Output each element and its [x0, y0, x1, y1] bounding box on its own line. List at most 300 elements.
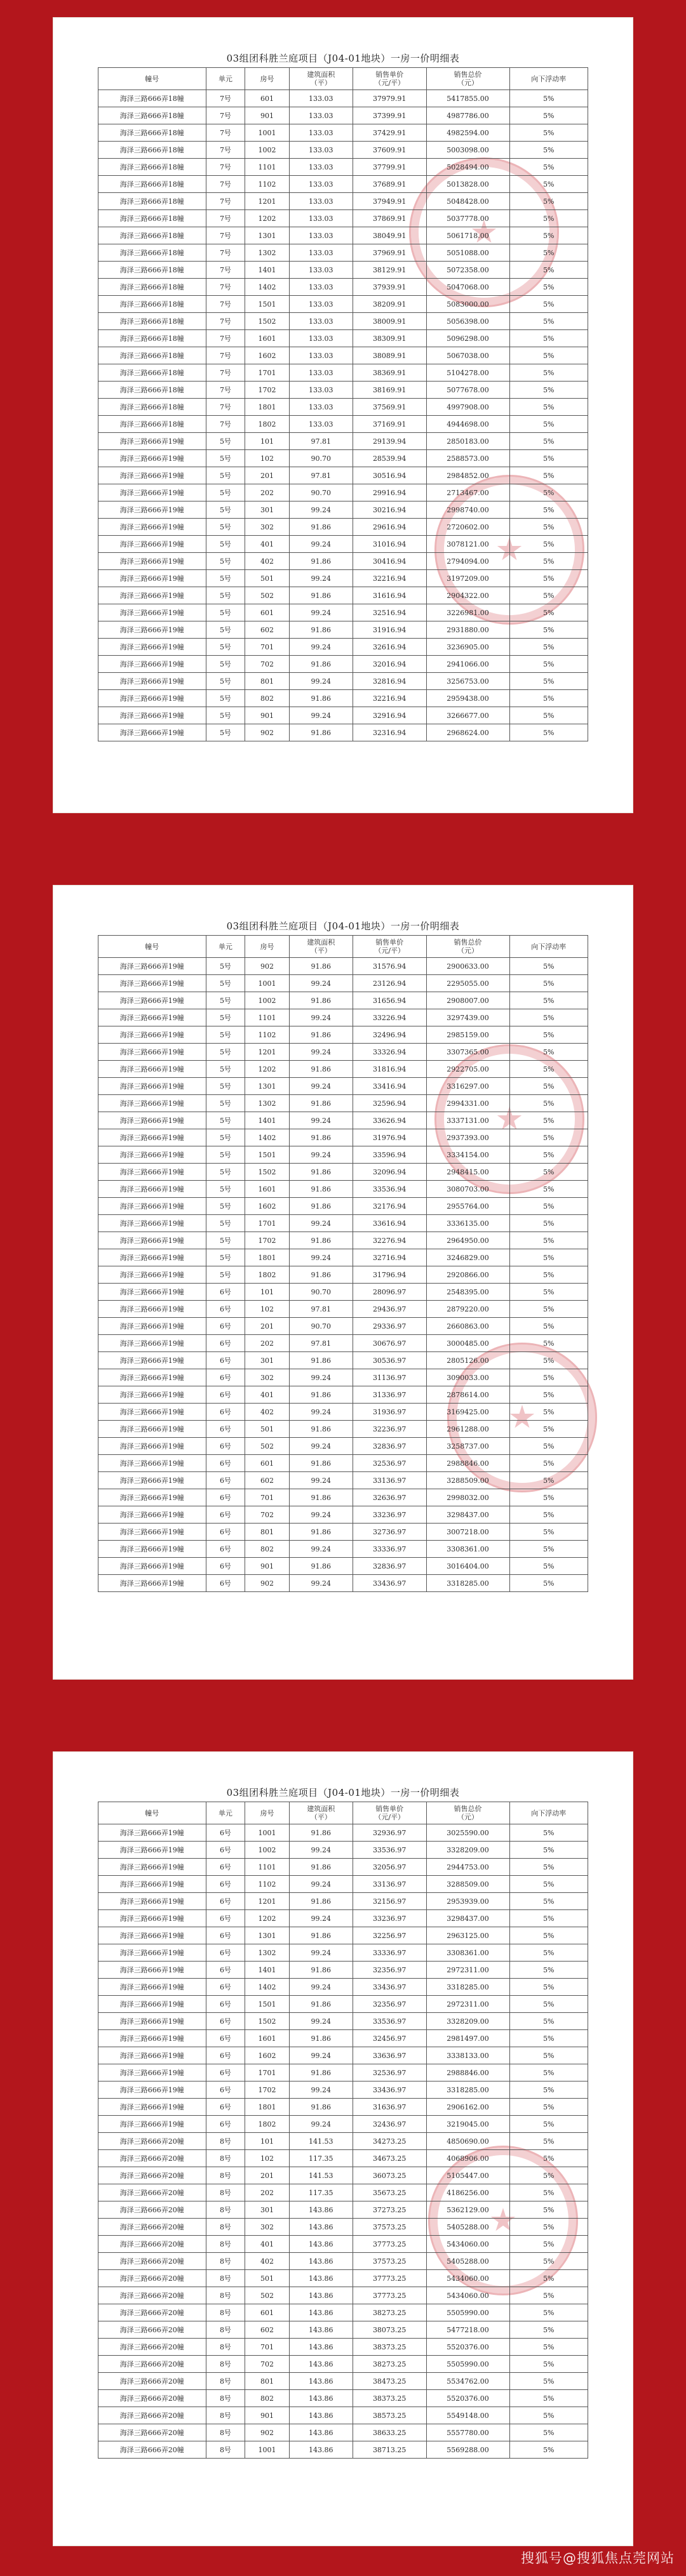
table-cell: 海泽三路666弄19幢 [98, 1061, 206, 1078]
table-row [98, 1893, 588, 1910]
table-cell: 31616.94 [353, 587, 426, 604]
table-row [98, 467, 588, 484]
table-cell: 5520376.00 [426, 2339, 509, 2356]
table-cell: 31576.94 [353, 958, 426, 975]
table-cell: 5% [509, 1541, 588, 1558]
table-cell: 133.03 [289, 159, 353, 176]
table-cell: 海泽三路666弄19幢 [98, 519, 206, 536]
table-cell: 702 [245, 1506, 289, 1524]
table-cell: 37399.91 [353, 107, 426, 124]
table-cell: 37979.91 [353, 90, 426, 107]
table-row [98, 1575, 588, 1592]
table-cell: 30216.94 [353, 501, 426, 519]
table-cell: 101 [245, 2133, 289, 2150]
table-cell: 33136.97 [353, 1472, 426, 1489]
table-cell: 6号 [206, 1352, 245, 1369]
table-cell: 1402 [245, 279, 289, 296]
table-cell: 2944753.00 [426, 1859, 509, 1876]
table-cell: 301 [245, 501, 289, 519]
table-cell: 3219045.00 [426, 2116, 509, 2133]
table-cell: 33226.94 [353, 1009, 426, 1026]
table-cell: 601 [245, 604, 289, 621]
table-row [98, 1215, 588, 1232]
table-cell: 7号 [206, 176, 245, 193]
table-cell: 海泽三路666弄19幢 [98, 639, 206, 656]
table-cell: 38473.25 [353, 2373, 426, 2390]
table-row [98, 142, 588, 159]
table-cell: 海泽三路666弄19幢 [98, 570, 206, 587]
table-cell: 99.24 [289, 2047, 353, 2064]
table-cell: 8号 [206, 2219, 245, 2236]
table-cell: 5% [509, 1386, 588, 1404]
table-cell: 91.86 [289, 1524, 353, 1541]
table-cell: 201 [245, 2167, 289, 2184]
table-cell: 海泽三路666弄19幢 [98, 1112, 206, 1129]
table-cell: 5% [509, 262, 588, 279]
table-cell: 5% [509, 570, 588, 587]
table-cell: 海泽三路666弄19幢 [98, 1198, 206, 1215]
table-row [98, 1910, 588, 1927]
table-cell: 33536.97 [353, 2013, 426, 2030]
table-cell: 1501 [245, 1146, 289, 1164]
table-cell: 8号 [206, 2441, 245, 2459]
table-cell: 海泽三路666弄19幢 [98, 1575, 206, 1592]
table-row [98, 570, 588, 587]
table-cell: 143.86 [289, 2356, 353, 2373]
table-cell: 31636.97 [353, 2099, 426, 2116]
table-cell: 海泽三路666弄19幢 [98, 1026, 206, 1044]
table-cell: 5104278.00 [426, 364, 509, 382]
table-cell: 91.86 [289, 1893, 353, 1910]
table-cell: 1101 [245, 159, 289, 176]
table-cell: 37949.91 [353, 193, 426, 210]
table-row [98, 1266, 588, 1284]
table-cell: 91.86 [289, 1181, 353, 1198]
table-cell: 32096.94 [353, 1164, 426, 1181]
table-row [98, 501, 588, 519]
table-cell: 海泽三路666弄19幢 [98, 1541, 206, 1558]
table-cell: 4850690.00 [426, 2133, 509, 2150]
column-header: 向下浮动率 [509, 68, 588, 90]
table-cell: 8号 [206, 2287, 245, 2304]
table-row [98, 313, 588, 330]
table-cell: 36073.25 [353, 2167, 426, 2184]
table-cell: 海泽三路666弄19幢 [98, 1318, 206, 1335]
table-cell: 7号 [206, 193, 245, 210]
table-cell: 5号 [206, 1266, 245, 1284]
table-row [98, 1438, 588, 1455]
table-cell: 2981497.00 [426, 2030, 509, 2047]
table-cell: 133.03 [289, 90, 353, 107]
table-cell: 502 [245, 2287, 289, 2304]
table-cell: 3318285.00 [426, 2081, 509, 2099]
table-cell: 6号 [206, 1842, 245, 1859]
table-row [98, 536, 588, 553]
table-cell: 1101 [245, 1859, 289, 1876]
table-row [98, 2424, 588, 2441]
table-cell: 7号 [206, 159, 245, 176]
table-cell: 5% [509, 1249, 588, 1266]
table-cell: 1301 [245, 1927, 289, 1944]
table-cell: 8号 [206, 2390, 245, 2407]
table-cell: 5号 [206, 1232, 245, 1249]
table-cell: 5% [509, 1369, 588, 1386]
table-cell: 32316.94 [353, 724, 426, 741]
table-cell: 801 [245, 1524, 289, 1541]
table-cell: 7号 [206, 313, 245, 330]
table-cell: 海泽三路666弄19幢 [98, 621, 206, 639]
table-cell: 33436.97 [353, 1575, 426, 1592]
table-cell: 1401 [245, 1962, 289, 1979]
table-cell: 1601 [245, 1181, 289, 1198]
table-cell: 5号 [206, 1164, 245, 1181]
table-cell: 2994331.00 [426, 1095, 509, 1112]
table-row [98, 2219, 588, 2236]
table-cell: 5号 [206, 570, 245, 587]
table-cell: 2906162.00 [426, 2099, 509, 2116]
table-header-row [98, 1802, 588, 1824]
table-cell: 99.24 [289, 1910, 353, 1927]
table-cell: 32156.97 [353, 1893, 426, 1910]
table-cell: 2985159.00 [426, 1026, 509, 1044]
table-row [98, 1095, 588, 1112]
table-cell: 4982594.00 [426, 124, 509, 142]
table-cell: 91.86 [289, 1859, 353, 1876]
table-cell: 1801 [245, 1249, 289, 1266]
table-cell: 91.86 [289, 587, 353, 604]
table-cell: 28539.94 [353, 450, 426, 467]
table-cell: 5% [509, 2270, 588, 2287]
table-cell: 海泽三路666弄18幢 [98, 159, 206, 176]
table-cell: 海泽三路666弄19幢 [98, 450, 206, 467]
table-cell: 6号 [206, 2030, 245, 2047]
table-cell: 海泽三路666弄19幢 [98, 1927, 206, 1944]
table-cell: 海泽三路666弄18幢 [98, 296, 206, 313]
table-cell: 5% [509, 656, 588, 673]
table-cell: 3298437.00 [426, 1910, 509, 1927]
table-cell: 海泽三路666弄19幢 [98, 1524, 206, 1541]
table-row [98, 176, 588, 193]
table-cell: 5% [509, 2184, 588, 2201]
table-cell: 5% [509, 2321, 588, 2339]
table-cell: 5362129.00 [426, 2201, 509, 2219]
table-cell: 6号 [206, 1944, 245, 1962]
table-cell: 38373.25 [353, 2339, 426, 2356]
table-cell: 33616.94 [353, 1215, 426, 1232]
table-row [98, 2304, 588, 2321]
table-cell: 海泽三路666弄19幢 [98, 2081, 206, 2099]
table-cell: 2920866.00 [426, 1266, 509, 1284]
table-cell: 5105447.00 [426, 2167, 509, 2184]
table-cell: 99.24 [289, 1541, 353, 1558]
table-cell: 91.86 [289, 519, 353, 536]
table-cell: 7号 [206, 330, 245, 347]
table-cell: 海泽三路666弄20幢 [98, 2253, 206, 2270]
table-cell: 32616.94 [353, 639, 426, 656]
table-cell: 5% [509, 142, 588, 159]
table-cell: 5% [509, 1876, 588, 1893]
table-cell: 海泽三路666弄19幢 [98, 1266, 206, 1284]
table-cell: 2961288.00 [426, 1421, 509, 1438]
table-cell: 37569.91 [353, 399, 426, 416]
table-cell: 31136.97 [353, 1369, 426, 1386]
table-cell: 33336.97 [353, 1944, 426, 1962]
table-cell: 1602 [245, 2047, 289, 2064]
table-cell: 2972311.00 [426, 1996, 509, 2013]
table-cell: 1801 [245, 399, 289, 416]
table-cell: 37939.91 [353, 279, 426, 296]
table-cell: 5% [509, 1129, 588, 1146]
table-cell: 5534762.00 [426, 2373, 509, 2390]
table-cell: 31016.94 [353, 536, 426, 553]
table-cell: 3236905.00 [426, 639, 509, 656]
table-cell: 5% [509, 450, 588, 467]
table-cell: 2548395.00 [426, 1284, 509, 1301]
table-cell: 2660863.00 [426, 1318, 509, 1335]
table-cell: 5% [509, 1962, 588, 1979]
table-cell: 143.86 [289, 2441, 353, 2459]
table-cell: 29436.97 [353, 1301, 426, 1318]
table-cell: 8号 [206, 2253, 245, 2270]
table-cell: 37869.91 [353, 210, 426, 227]
table-row [98, 382, 588, 399]
table-cell: 海泽三路666弄20幢 [98, 2304, 206, 2321]
table-cell: 37969.91 [353, 244, 426, 262]
price-table [98, 935, 588, 1592]
table-cell: 5% [509, 1472, 588, 1489]
table-cell: 702 [245, 2356, 289, 2373]
table-row [98, 279, 588, 296]
table-cell: 5% [509, 1859, 588, 1876]
table-cell: 6号 [206, 1893, 245, 1910]
table-cell: 402 [245, 2253, 289, 2270]
table-cell: 7号 [206, 262, 245, 279]
table-cell: 202 [245, 2184, 289, 2201]
table-cell: 1202 [245, 1061, 289, 1078]
table-cell: 5% [509, 1352, 588, 1369]
table-cell: 5434060.00 [426, 2270, 509, 2287]
table-cell: 5% [509, 1575, 588, 1592]
table-cell: 3338133.00 [426, 2047, 509, 2064]
table-cell: 8号 [206, 2167, 245, 2184]
table-cell: 6号 [206, 1996, 245, 2013]
table-cell: 6号 [206, 1876, 245, 1893]
table-cell: 海泽三路666弄19幢 [98, 690, 206, 707]
table-cell: 5% [509, 1524, 588, 1541]
table-cell: 99.24 [289, 1472, 353, 1489]
table-cell: 99.24 [289, 2013, 353, 2030]
table-row [98, 2030, 588, 2047]
table-cell: 3246829.00 [426, 1249, 509, 1266]
table-cell: 37609.91 [353, 142, 426, 159]
table-cell: 海泽三路666弄18幢 [98, 90, 206, 107]
table-cell: 1702 [245, 1232, 289, 1249]
table-row [98, 1009, 588, 1026]
table-cell: 29336.97 [353, 1318, 426, 1335]
table-cell: 1601 [245, 2030, 289, 2047]
table-cell: 5% [509, 1044, 588, 1061]
table-cell: 117.35 [289, 2150, 353, 2167]
table-cell: 6号 [206, 1962, 245, 1979]
table-cell: 5% [509, 587, 588, 604]
table-cell: 2720602.00 [426, 519, 509, 536]
table-cell: 海泽三路666弄18幢 [98, 347, 206, 364]
table-cell: 海泽三路666弄18幢 [98, 399, 206, 416]
table-cell: 99.24 [289, 1249, 353, 1266]
table-cell: 5号 [206, 1181, 245, 1198]
table-row [98, 1198, 588, 1215]
table-cell: 91.86 [289, 690, 353, 707]
table-cell: 91.86 [289, 1489, 353, 1506]
table-cell: 海泽三路666弄19幢 [98, 1044, 206, 1061]
table-cell: 3337131.00 [426, 1112, 509, 1129]
table-cell: 1001 [245, 975, 289, 992]
table-cell: 33636.97 [353, 2047, 426, 2064]
table-row [98, 2201, 588, 2219]
table-cell: 5477218.00 [426, 2321, 509, 2339]
table-cell: 海泽三路666弄19幢 [98, 433, 206, 450]
table-row [98, 1979, 588, 1996]
table-cell: 海泽三路666弄19幢 [98, 467, 206, 484]
table-cell: 2794094.00 [426, 553, 509, 570]
table-cell: 5% [509, 690, 588, 707]
table-cell: 6号 [206, 1927, 245, 1944]
table-cell: 38273.25 [353, 2356, 426, 2373]
table-cell: 32356.97 [353, 1996, 426, 2013]
table-cell: 2988846.00 [426, 1455, 509, 1472]
table-cell: 133.03 [289, 142, 353, 159]
table-cell: 3288509.00 [426, 1472, 509, 1489]
column-header: 单元 [206, 68, 245, 90]
table-row [98, 621, 588, 639]
table-cell: 7号 [206, 296, 245, 313]
table-cell: 3318285.00 [426, 1575, 509, 1592]
table-cell: 海泽三路666弄18幢 [98, 124, 206, 142]
table-cell: 海泽三路666弄19幢 [98, 1455, 206, 1472]
table-cell: 海泽三路666弄19幢 [98, 2030, 206, 2047]
table-cell: 海泽三路666弄19幢 [98, 1472, 206, 1489]
table-row [98, 2116, 588, 2133]
table-cell: 5% [509, 1842, 588, 1859]
table-cell: 3328209.00 [426, 2013, 509, 2030]
table-cell: 8号 [206, 2356, 245, 2373]
table-cell: 海泽三路666弄19幢 [98, 1506, 206, 1524]
table-row [98, 724, 588, 741]
table-cell: 海泽三路666弄19幢 [98, 1181, 206, 1198]
table-cell: 7号 [206, 90, 245, 107]
table-cell: 6号 [206, 1335, 245, 1352]
table-cell: 32536.97 [353, 1455, 426, 1472]
table-cell: 1501 [245, 1996, 289, 2013]
table-cell: 32436.97 [353, 2116, 426, 2133]
table-cell: 99.24 [289, 1009, 353, 1026]
table-cell: 301 [245, 2201, 289, 2219]
table-cell: 海泽三路666弄19幢 [98, 2099, 206, 2116]
table-cell: 133.03 [289, 244, 353, 262]
table-cell: 海泽三路666弄19幢 [98, 656, 206, 673]
table-cell: 5096298.00 [426, 330, 509, 347]
table-cell: 133.03 [289, 347, 353, 364]
table-cell: 99.24 [289, 1944, 353, 1962]
table-cell: 5% [509, 467, 588, 484]
table-row [98, 1061, 588, 1078]
table-cell: 37773.25 [353, 2287, 426, 2304]
table-cell: 37799.91 [353, 159, 426, 176]
table-row [98, 1876, 588, 1893]
table-cell: 海泽三路666弄19幢 [98, 1146, 206, 1164]
table-cell: 5% [509, 176, 588, 193]
table-cell: 5056398.00 [426, 313, 509, 330]
table-cell: 133.03 [289, 382, 353, 399]
table-cell: 99.24 [289, 1506, 353, 1524]
table-row [98, 1284, 588, 1301]
table-cell: 5% [509, 1181, 588, 1198]
table-cell: 5434060.00 [426, 2236, 509, 2253]
table-cell: 38273.25 [353, 2304, 426, 2321]
table-cell: 海泽三路666弄19幢 [98, 1284, 206, 1301]
table-cell: 6号 [206, 1301, 245, 1318]
table-cell: 7号 [206, 227, 245, 244]
table-cell: 海泽三路666弄20幢 [98, 2236, 206, 2253]
table-row [98, 707, 588, 724]
table-cell: 5% [509, 330, 588, 347]
table-cell: 5% [509, 1506, 588, 1524]
table-cell: 1801 [245, 2099, 289, 2116]
table-cell: 5号 [206, 1095, 245, 1112]
table-cell: 35673.25 [353, 2184, 426, 2201]
table-cell: 海泽三路666弄19幢 [98, 1078, 206, 1095]
table-cell: 31936.97 [353, 1404, 426, 1421]
table-row [98, 2390, 588, 2407]
table-cell: 5% [509, 210, 588, 227]
table-cell: 2955764.00 [426, 1198, 509, 1215]
table-cell: 海泽三路666弄20幢 [98, 2270, 206, 2287]
table-cell: 海泽三路666弄19幢 [98, 1842, 206, 1859]
table-cell: 5% [509, 724, 588, 741]
table-cell: 3316297.00 [426, 1078, 509, 1095]
table-cell: 6号 [206, 1489, 245, 1506]
table-cell: 99.24 [289, 2081, 353, 2099]
table-cell: 99.24 [289, 1078, 353, 1095]
table-cell: 海泽三路666弄19幢 [98, 1404, 206, 1421]
table-cell: 3197209.00 [426, 570, 509, 587]
table-cell: 1001 [245, 2441, 289, 2459]
table-cell: 1201 [245, 1893, 289, 1910]
table-cell: 7号 [206, 210, 245, 227]
table-cell: 5号 [206, 553, 245, 570]
table-cell: 5% [509, 2236, 588, 2253]
table-cell: 32916.94 [353, 707, 426, 724]
table-cell: 海泽三路666弄19幢 [98, 1129, 206, 1146]
table-cell: 5% [509, 2064, 588, 2081]
table-cell: 5417855.00 [426, 90, 509, 107]
table-cell: 6号 [206, 1979, 245, 1996]
table-cell: 37689.91 [353, 176, 426, 193]
table-row [98, 433, 588, 450]
table-cell: 5号 [206, 958, 245, 975]
table-cell: 102 [245, 2150, 289, 2167]
table-row [98, 1404, 588, 1421]
table-cell: 8号 [206, 2201, 245, 2219]
table-cell: 1302 [245, 1944, 289, 1962]
table-cell: 91.86 [289, 656, 353, 673]
table-cell: 602 [245, 2321, 289, 2339]
table-row [98, 1232, 588, 1249]
table-row [98, 2253, 588, 2270]
table-cell: 5% [509, 501, 588, 519]
table-row [98, 90, 588, 107]
table-cell: 5% [509, 1558, 588, 1575]
